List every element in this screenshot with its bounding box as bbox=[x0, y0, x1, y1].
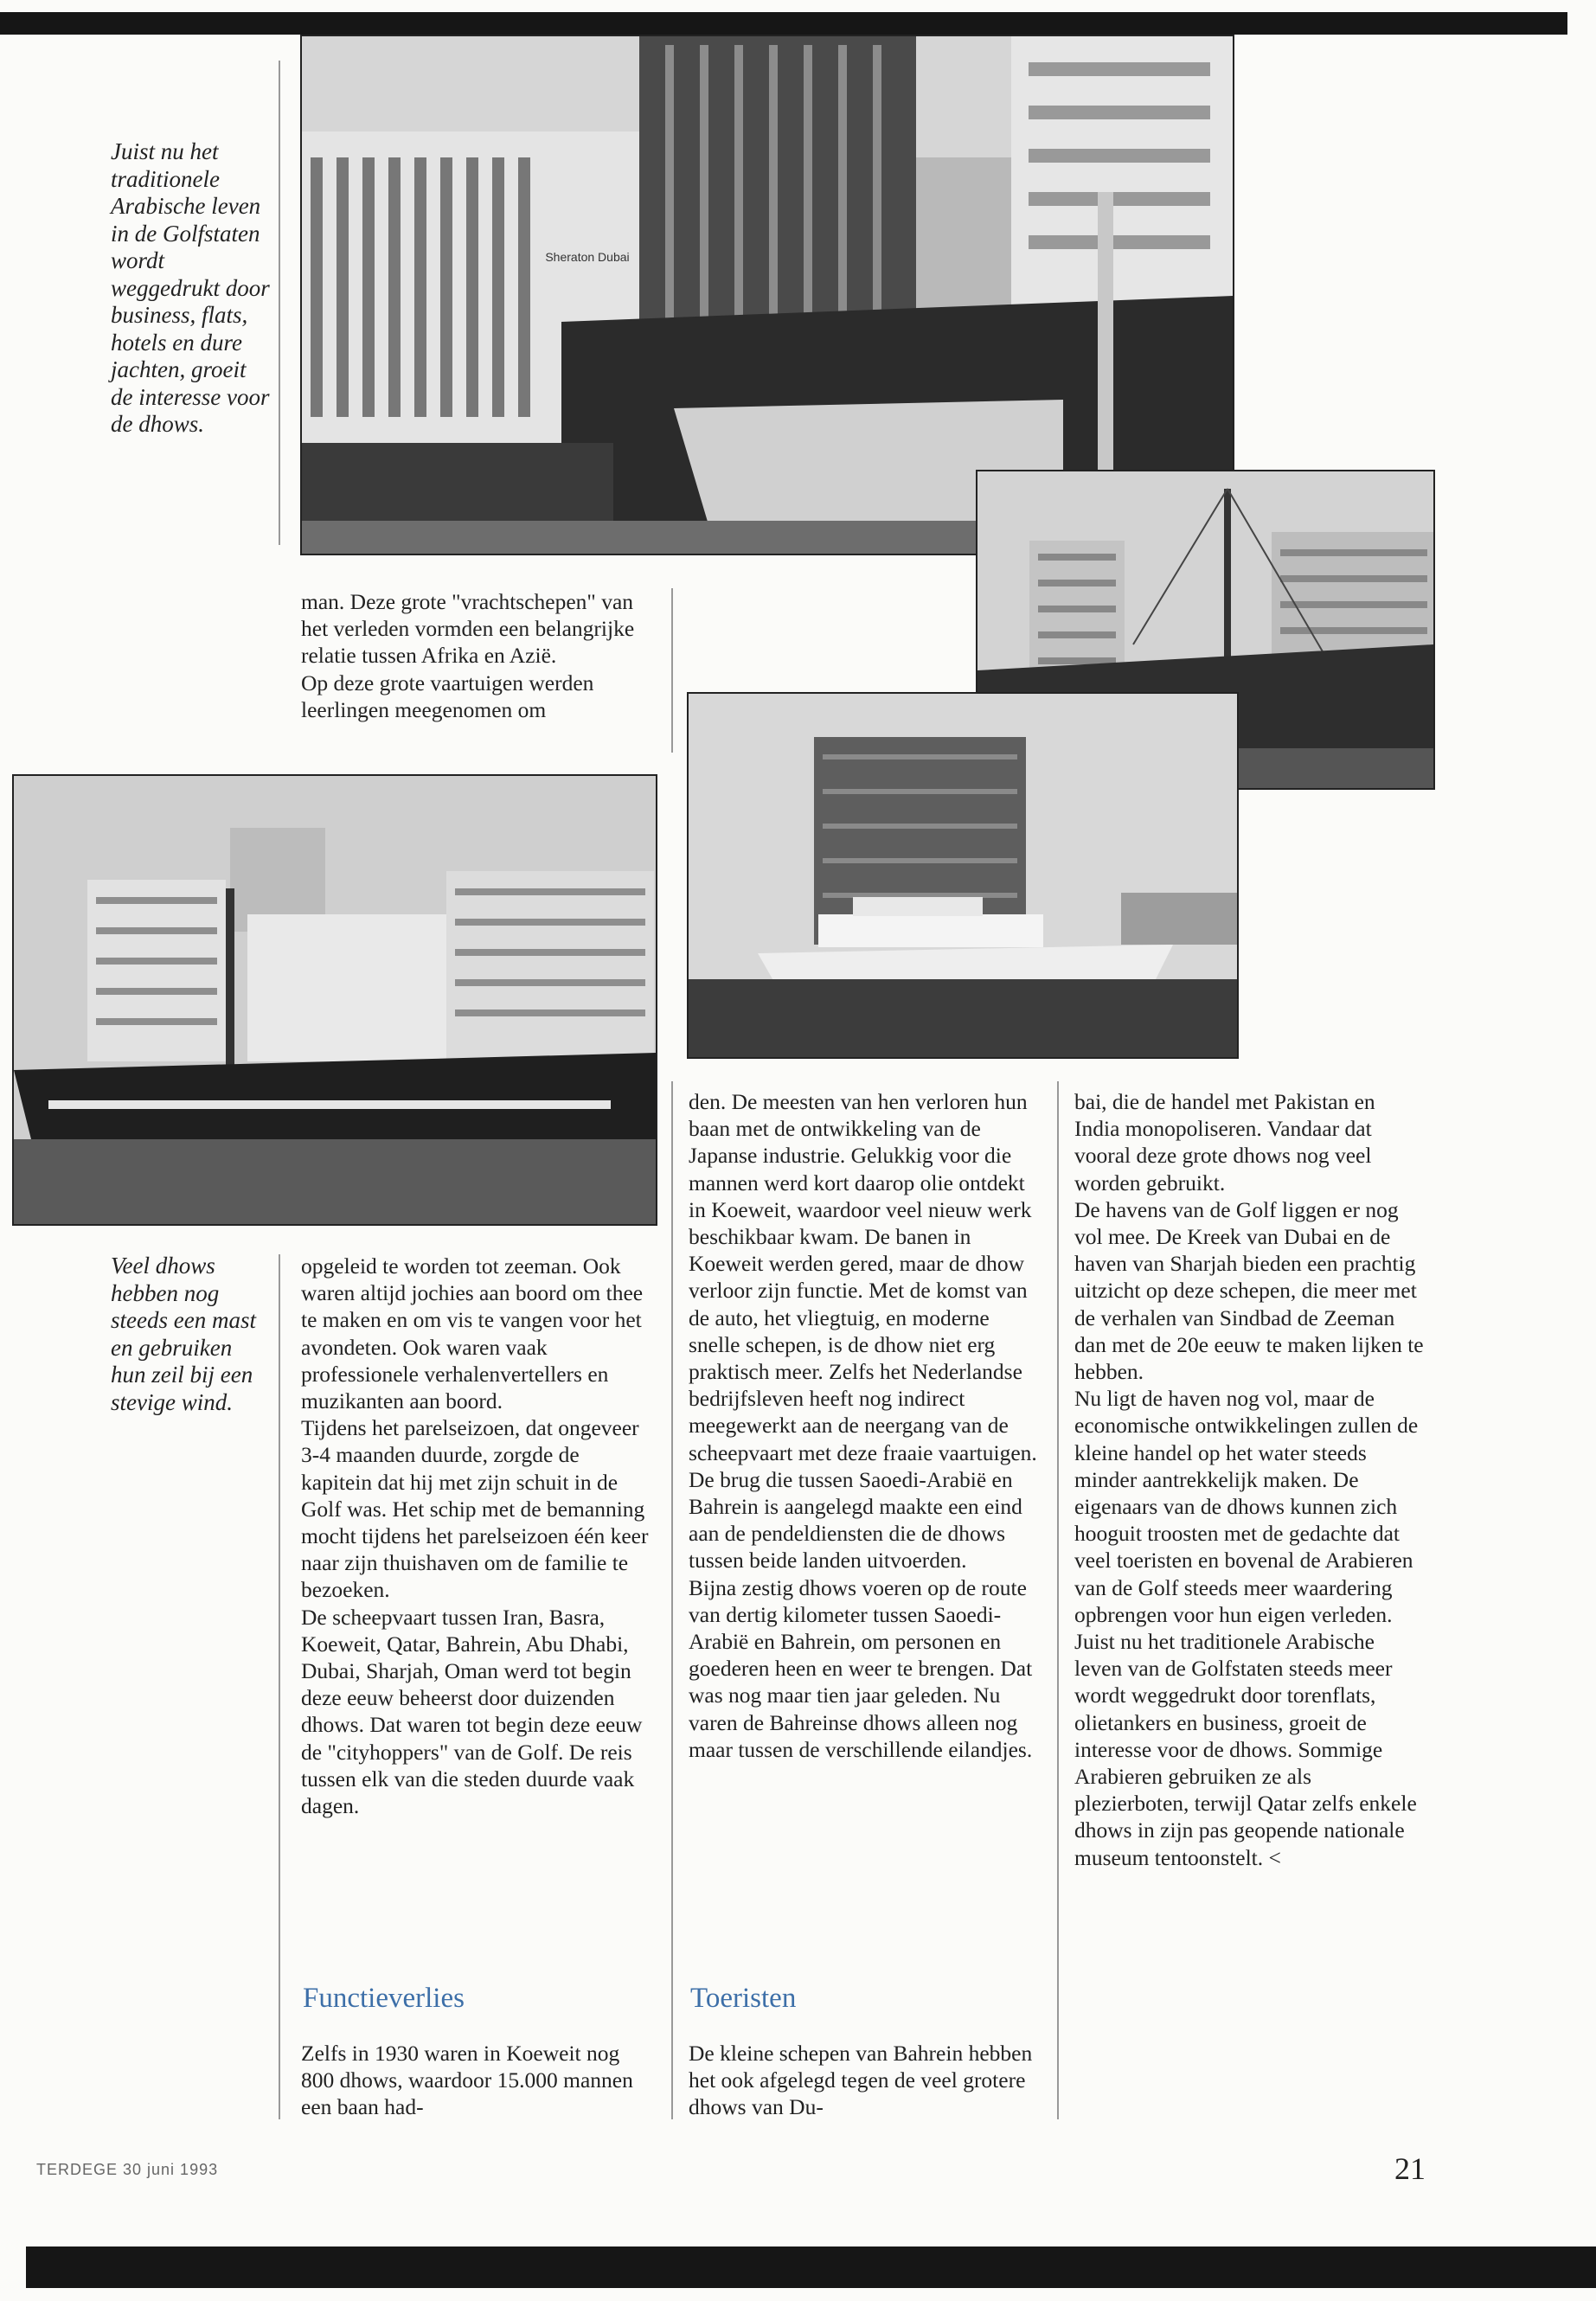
top-bar bbox=[0, 12, 1567, 35]
heading-functieverlies: Functieverlies bbox=[303, 1983, 465, 2014]
column-3 bbox=[1074, 1088, 1425, 1871]
column-2-paragraph-1: den. De meesten van hen verloren hun baan met de ontwikkeling van de Japanse industrie. Gelukkig voor die mannen werd kort daarop olie ontdekt in Koeweit, waardoor veel nieuw werk beschikbaar kwam. De banen in Koeweit werden gered, maar de dhow verloor zijn functie. Met de komst van de auto, het vliegtuig, en moderne snelle schepen, is de dhow niet erg praktisch meer. Zelfs het Nederlandse bedrijfsleven heeft nog indirect meegewerkt aan de neergang van de scheepvaart met deze fraaie vaartuigen. De brug die tussen Saoedi-Arabië en Bahrein is aangelegd maakte een eind aan de pendeldiensten die de dhows tussen beide landen uitvoerden. bbox=[689, 1089, 1037, 1574]
yacht-building-photo bbox=[687, 692, 1239, 1059]
column-2-after-heading bbox=[689, 2040, 1043, 2121]
rule-col2-col3 bbox=[1057, 1081, 1059, 2119]
cargo-ship-photo bbox=[12, 774, 657, 1226]
footer-publication: TERDEGE 30 juni 1993 bbox=[36, 2161, 219, 2178]
bottom-bar bbox=[26, 2247, 1596, 2288]
heading-toeristen: Toeristen bbox=[690, 1983, 797, 2014]
column-1 bbox=[301, 1253, 651, 1819]
rule-top-text bbox=[671, 588, 673, 753]
column-3-paragraph-1: bai, die de handel met Pakistan en India monopoliseren. Vandaar dat vooral deze grote dhows nog veel worden gebruikt. bbox=[1074, 1089, 1375, 1195]
column-2-paragraph-3: De kleine schepen van Bahrein hebben het ook afgelegd tegen de veel grotere dhows van Du- bbox=[689, 2041, 1033, 2120]
column-1-paragraph-3: De scheepvaart tussen Iran, Basra, Koeweit, Qatar, Bahrein, Abu Dhabi, Dubai, Sharjah, Oman werd tot begin deze eeuw beheerst door duizenden dhows. Dat waren tot begin deze eeuw de "cityhoppers" van de Golf. De reis tussen elk van die steden duurde vaak dagen. bbox=[301, 1604, 643, 1819]
column-3-paragraph-3: Nu ligt de haven nog vol, maar de economische ontwikkelingen zullen de kleine handel op het water steeds minder aantrekkelijk maken. De eigenaars van de dhows kunnen zich hooguit troosten met de gedachte dat veel toeristen en bovenal de Arabieren van de Golf steeds meer waardering opbrengen voor hun eigen verleden. bbox=[1074, 1386, 1419, 1627]
page-number: 21 bbox=[1394, 2151, 1426, 2186]
rule-caption-middle bbox=[279, 1254, 280, 2119]
column-1-paragraph-1: opgeleid te worden tot zeeman. Ook waren altijd jochies aan boord om thee te maken en om vis te vangen voor het avondeten. Ook waren vaak professionele verhalenvertellers en muzikanten aan boord. bbox=[301, 1253, 644, 1414]
caption-top: Juist nu het traditionele Arabische leven in de Golfstaten wordt weggedrukt door business, flats, hotels en dure jachten, groeit de interesse voor de dhows. bbox=[111, 138, 270, 437]
top-text-block bbox=[301, 588, 651, 723]
column-2 bbox=[689, 1088, 1043, 1763]
column-3-paragraph-2: De havens van de Golf liggen er nog vol mee. De Kreek van Dubai en de haven van Sharjah bieden een prachtig uitzicht op deze schepen, die meer met de verhalen van Sindbad de Zeeman dan met de 20e eeuw te maken lijken te hebben. bbox=[1074, 1196, 1424, 1385]
yacht-building-image bbox=[689, 694, 1237, 1057]
top-text-paragraph-2: Op deze grote vaartuigen werden leerlingen meegenomen om bbox=[301, 670, 594, 722]
cargo-ship-image bbox=[14, 776, 656, 1224]
caption-middle: Veel dhows hebben nog steeds een mast en gebruiken hun zeil bij een stevige wind. bbox=[111, 1253, 256, 1415]
column-3-paragraph-4: Juist nu het traditionele Arabische leven van de Golfstaten steeds meer wordt weggedrukt door torenflats, olietankers en business, groeit de interesse voor de dhows. Sommige Arabieren gebruiken ze als plezierboten, terwijl Qatar zelfs enkele dhows in zijn pas geopende nationale museum tentoonstelt. < bbox=[1074, 1629, 1417, 1870]
rule-caption-top bbox=[279, 61, 280, 545]
rule-col1-col2 bbox=[671, 1081, 673, 2119]
hotel-sign-text: Sheraton Dubai bbox=[545, 250, 630, 264]
column-1-paragraph-2: Tijdens het parelseizoen, dat ongeveer 3-4 maanden duurde, zorgde de kapitein dat hij met zijn schuit in de Golf was. Het schip met de bemanning mocht tijdens het parelseizoen één keer naar zijn thuishaven om de familie te bezoeken. bbox=[301, 1415, 649, 1603]
column-1-paragraph-4: Zelfs in 1930 waren in Koeweit nog 800 dhows, waardoor 15.000 mannen een baan had- bbox=[301, 2041, 633, 2120]
top-text-paragraph-1: man. Deze grote "vrachtschepen" van het verleden vormden een belangrijke relatie tussen Afrika en Azië. bbox=[301, 589, 635, 669]
column-1-after-heading bbox=[301, 2040, 651, 2121]
column-2-paragraph-2: Bijna zestig dhows voeren op de route van dertig kilometer tussen Saoedi-Arabië en Bahrein, om personen en goederen heen en weer te brengen. Dat was nog maar tien jaar geleden. Nu varen de Bahreinse dhows alleen nog maar tussen de verschillende eilandjes. bbox=[689, 1574, 1033, 1762]
